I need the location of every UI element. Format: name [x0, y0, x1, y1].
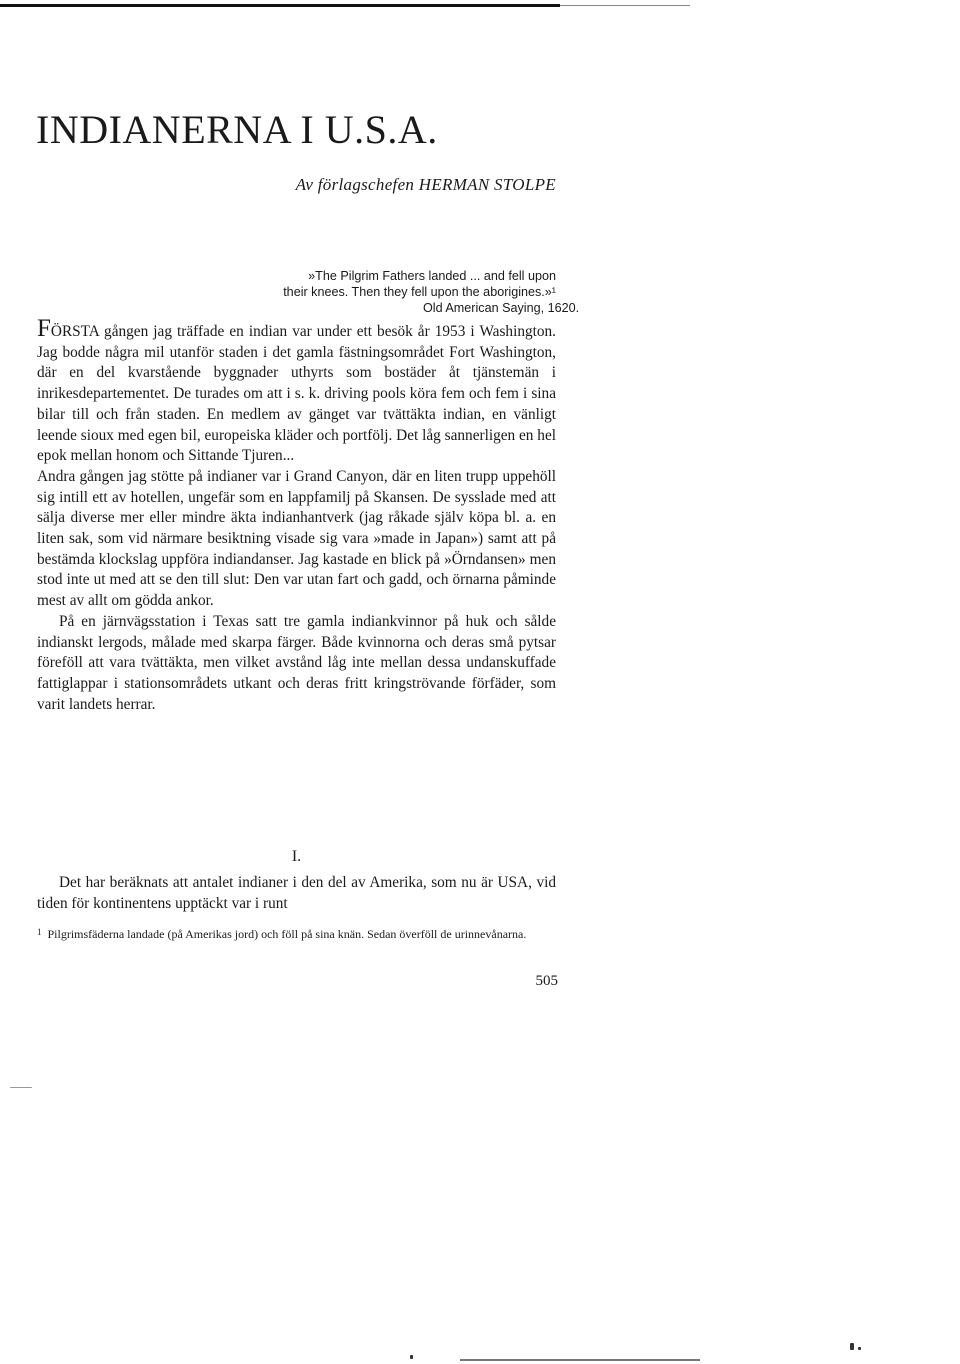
section-heading: I.: [291, 848, 302, 865]
epigraph-attribution: Old American Saying, 1620.: [423, 301, 580, 315]
scan-speck: [850, 1343, 854, 1350]
paragraph-2: Andra gången jag stötte på indianer var i Grand Canyon, där en liten trupp uppehöll sig intill ett av hotellen, ungefär som en lappfamilj på Skansen. De sysslade med att sälja diverse mer eller mindre äkta indianhantverk (jag råkade själv köpa bl. a. en liten sak, som vid närmare besiktning visade sig vara »made in Japan») samt att på bestämda klockslag uppföra indiandanser. Jag kastade en blick på »Örndansen» men stod inte ut med att se den till slut: Den var utan fart och gadd, och örnarna påminde mest av allt om gödda ankor.: [37, 467, 556, 610]
drop-cap: F: [37, 315, 51, 342]
scan-edge-rule-faint: [560, 5, 690, 6]
scan-speck: [410, 1355, 413, 1359]
scan-edge-rule: [0, 4, 560, 7]
scan-edge-rule-bottom: [460, 1359, 700, 1361]
page-number: 505: [535, 973, 558, 989]
epigraph: [180, 268, 580, 316]
article-body: [37, 315, 556, 715]
author-byline: Av förlagschefen HERMAN STOLPE: [295, 175, 556, 194]
paragraph-1: [37, 315, 556, 467]
footnote-text: Pilgrimsfäderna landade (på Amerikas jord) och föll på sina knän. Sedan överföll de urinnevånarna.: [47, 927, 527, 941]
article-title: INDIANERNA I U.S.A.: [36, 107, 438, 152]
footnote: [37, 924, 556, 943]
scan-speck: [858, 1347, 861, 1350]
section-body: [37, 873, 556, 914]
footnote-mark: 1: [37, 927, 42, 937]
scan-speck: [10, 1087, 32, 1088]
paragraph-3: På en järnvägsstation i Texas satt tre gamla indiankvinnor på huk och sålde indianskt lergods, målade med skarpa färger. Både kvinnorna och deras små pytsar föreföll att vara tvättäkta, men vilket avstånd låg inte mellan dessa undanskuffade fattiglappar i stationsområdets utkant och deras fritt kringströvande förfäder, som varit landets herrar.: [37, 612, 556, 713]
epigraph-line: »The Pilgrim Fathers landed ... and fell upon: [308, 269, 556, 283]
section-paragraph: Det har beräknats att antalet indianer i den del av Amerika, som nu är USA, vid tiden för kontinentens upptäckt var i runt: [37, 874, 556, 912]
paragraph-1-text: ÖRSTA gången jag träffade en indian var under ett besök år 1953 i Washington. Jag bodde några mil utanför staden i det gamla fästningsområdet Fort Washington, där en del kvarstående byggnader uthyrts som bostäder åt tjänstemän i inrikesdepartementet. De turades om att i s. k. driving pools köra fem och fem i sina bilar till och från staden. En medlem av gänget var tvättäkta indian, en vänligt leende sioux med egen bil, europeiska kläder och portfölj. Det låg sannerligen en hel epok mellan honom och Sittande Tjuren...: [37, 323, 556, 465]
epigraph-line: their knees. Then they fell upon the aborigines.»¹: [283, 285, 556, 299]
